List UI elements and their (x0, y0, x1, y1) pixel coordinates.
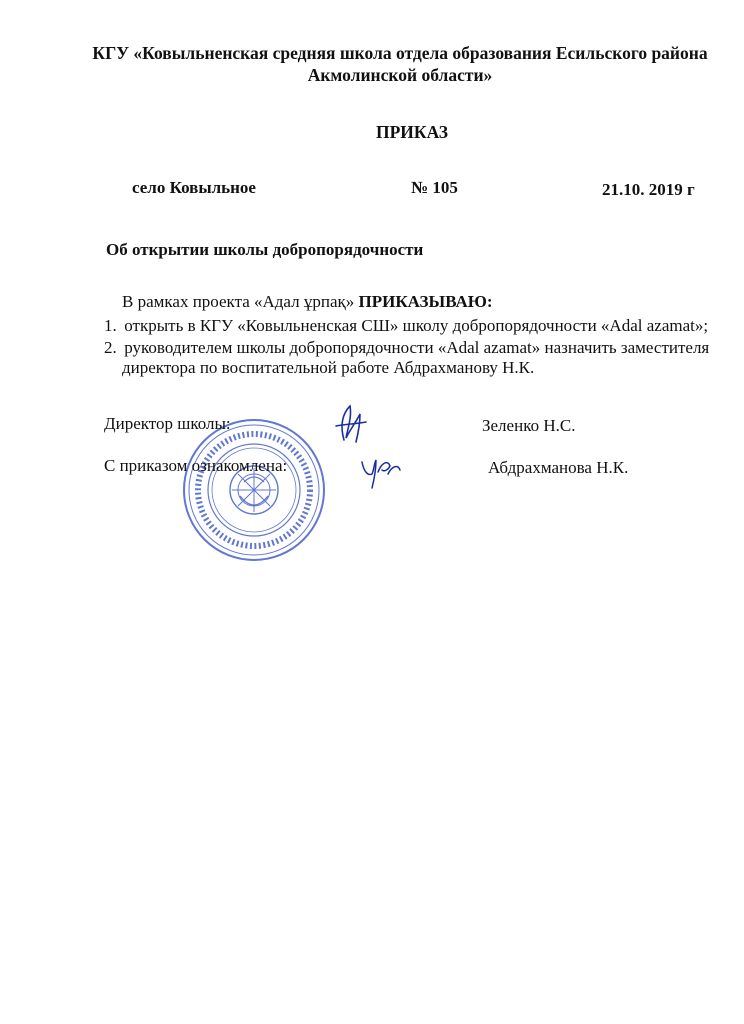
acknowledgement-name: Абдрахманова Н.К. (488, 458, 629, 477)
document-title: ПРИКАЗ (375, 122, 449, 142)
order-item-text: руководителем школы добропорядочности «Adal azamat» назначить заместителя (124, 338, 710, 357)
order-item-1 (104, 316, 724, 336)
document-subject: Об открытии школы добропорядочности (106, 240, 424, 259)
order-item-continuation: директора по воспитательной работе Абдрахманову Н.К. (122, 358, 535, 377)
order-intro-text: В рамках проекта «Адал ұрпақ» (122, 292, 359, 311)
order-intro-command: ПРИКАЗЫВАЮ: (358, 292, 493, 311)
order-item-2 (104, 338, 724, 378)
order-intro (122, 292, 493, 312)
official-seal-stamp (180, 416, 328, 564)
order-item-number: 2. (104, 338, 117, 357)
organization-header (70, 42, 730, 86)
acknowledgement-signature (358, 452, 404, 492)
organization-header-line1: КГУ «Ковыльненская средняя школа отдела образования Есильского района (92, 43, 708, 63)
director-signature (330, 400, 370, 446)
organization-header-line2: Акмолинской области» (307, 65, 493, 85)
director-signature-label: Директор школы: (104, 414, 231, 433)
order-item-number: 1. (104, 316, 117, 335)
document-number: № 105 (411, 178, 458, 197)
director-name: Зеленко Н.С. (482, 416, 576, 435)
document-date: 21.10. 2019 г (602, 180, 695, 199)
document-place: село Ковыльное (132, 178, 256, 197)
acknowledgement-label: С приказом ознакомлена: (104, 456, 288, 475)
order-item-text: открыть в КГУ «Ковыльненская СШ» школу добропорядочности «Adal azamat»; (124, 316, 709, 335)
